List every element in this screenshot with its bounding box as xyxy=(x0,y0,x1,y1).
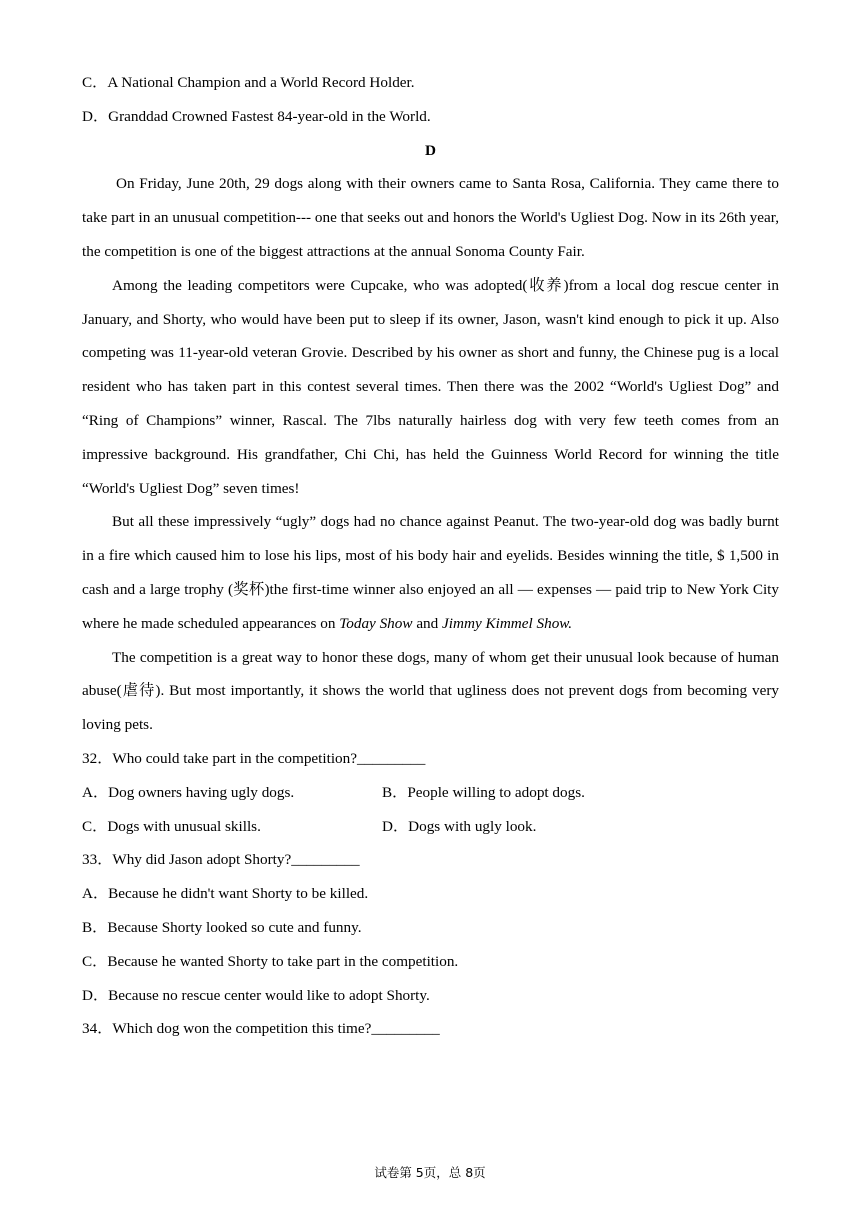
passage-paragraph-2: Among the leading competitors were Cupcake, who was adopted(收养)from a local dog rescue center in January, and Shorty, who would have been put to sleep if its owner, Jason, wasn't kind enough to pick it up. Also competing was 11-year-old veteran Grovie. Described by his owner as short and funny, the Chinese pug is a local resident who has taken part in this contest several times. Then there was the 2002 “World's Ugliest Dog” and “Ring of Champions” winner, Rascal. The 7lbs naturally hairless dog with very few teeth comes from an impressive background. His grandfather, Chi Chi, has held the Guinness World Record for winning the title “World's Ugliest Dog” seven times! xyxy=(82,276,779,497)
question-33-option-a: A．Because he didn't want Shorty to be killed. xyxy=(82,885,369,903)
question-33-option-d: D．Because no rescue center would like to adopt Shorty. xyxy=(82,986,430,1004)
question-33-stem: 33．Why did Jason adopt Shorty?_________ xyxy=(82,851,360,869)
exam-page-content xyxy=(82,66,779,1046)
passage-paragraph-1: On Friday, June 20th, 29 dogs along with their owners came to Santa Rosa, California. They came there to take part in an unusual competition--- one that seeks out and honors the World's Ugliest Dog. Now in its 26th year, the competition is one of the biggest attractions at the annual Sonoma County Fair. xyxy=(82,175,779,260)
passage-paragraph-3-text: But all these impressively “ugly” dogs had no chance against Peanut. The two-year-old dog was badly burnt in a fire which caused him to lose his lips, most of his body hair and eyelids. Besides winning the title, $ 1,500 in cash and a large trophy (奖杯)the first-time winner also enjoyed an all — expenses — paid trip to New York City where he made scheduled appearances on xyxy=(82,513,779,632)
question-32-option-c: C．Dogs with unusual skills. xyxy=(82,817,261,835)
question-32-options-row-2 xyxy=(82,810,779,844)
passage-paragraph-4: The competition is a great way to honor these dogs, many of whom get their unusual look because of human abuse(虐待). But most importantly, it shows the world that ugliness does not prevent dogs from becoming very loving pets. xyxy=(82,648,779,734)
question-32-options-row-1 xyxy=(82,776,779,810)
page-footer: 试卷第 5页，总 8页 xyxy=(374,1165,486,1180)
passage-paragraph-3 xyxy=(82,505,779,640)
question-34-stem: 34．Which dog won the competition this time?_________ xyxy=(82,1020,440,1038)
conjunction-and: and xyxy=(412,614,443,632)
question-32-stem: 32．Who could take part in the competition?_________ xyxy=(82,749,426,767)
question-32-option-b: B．People willing to adopt dogs. xyxy=(382,783,585,801)
question-33-option-c: C．Because he wanted Shorty to take part in the competition. xyxy=(82,952,459,970)
show-title-jimmy-kimmel: Jimmy Kimmel Show. xyxy=(442,614,573,632)
question-33-option-b: B．Because Shorty looked so cute and funny. xyxy=(82,918,362,936)
section-heading: D xyxy=(425,141,436,159)
question-32-option-a: A．Dog owners having ugly dogs. xyxy=(82,783,295,801)
question-32-option-d: D．Dogs with ugly look. xyxy=(382,817,537,835)
prev-option-c: C．A National Champion and a World Record Holder. xyxy=(82,74,415,91)
prev-option-d: D．Granddad Crowned Fastest 84-year-old in the World. xyxy=(82,107,431,125)
show-title-today: Today Show xyxy=(339,614,413,632)
